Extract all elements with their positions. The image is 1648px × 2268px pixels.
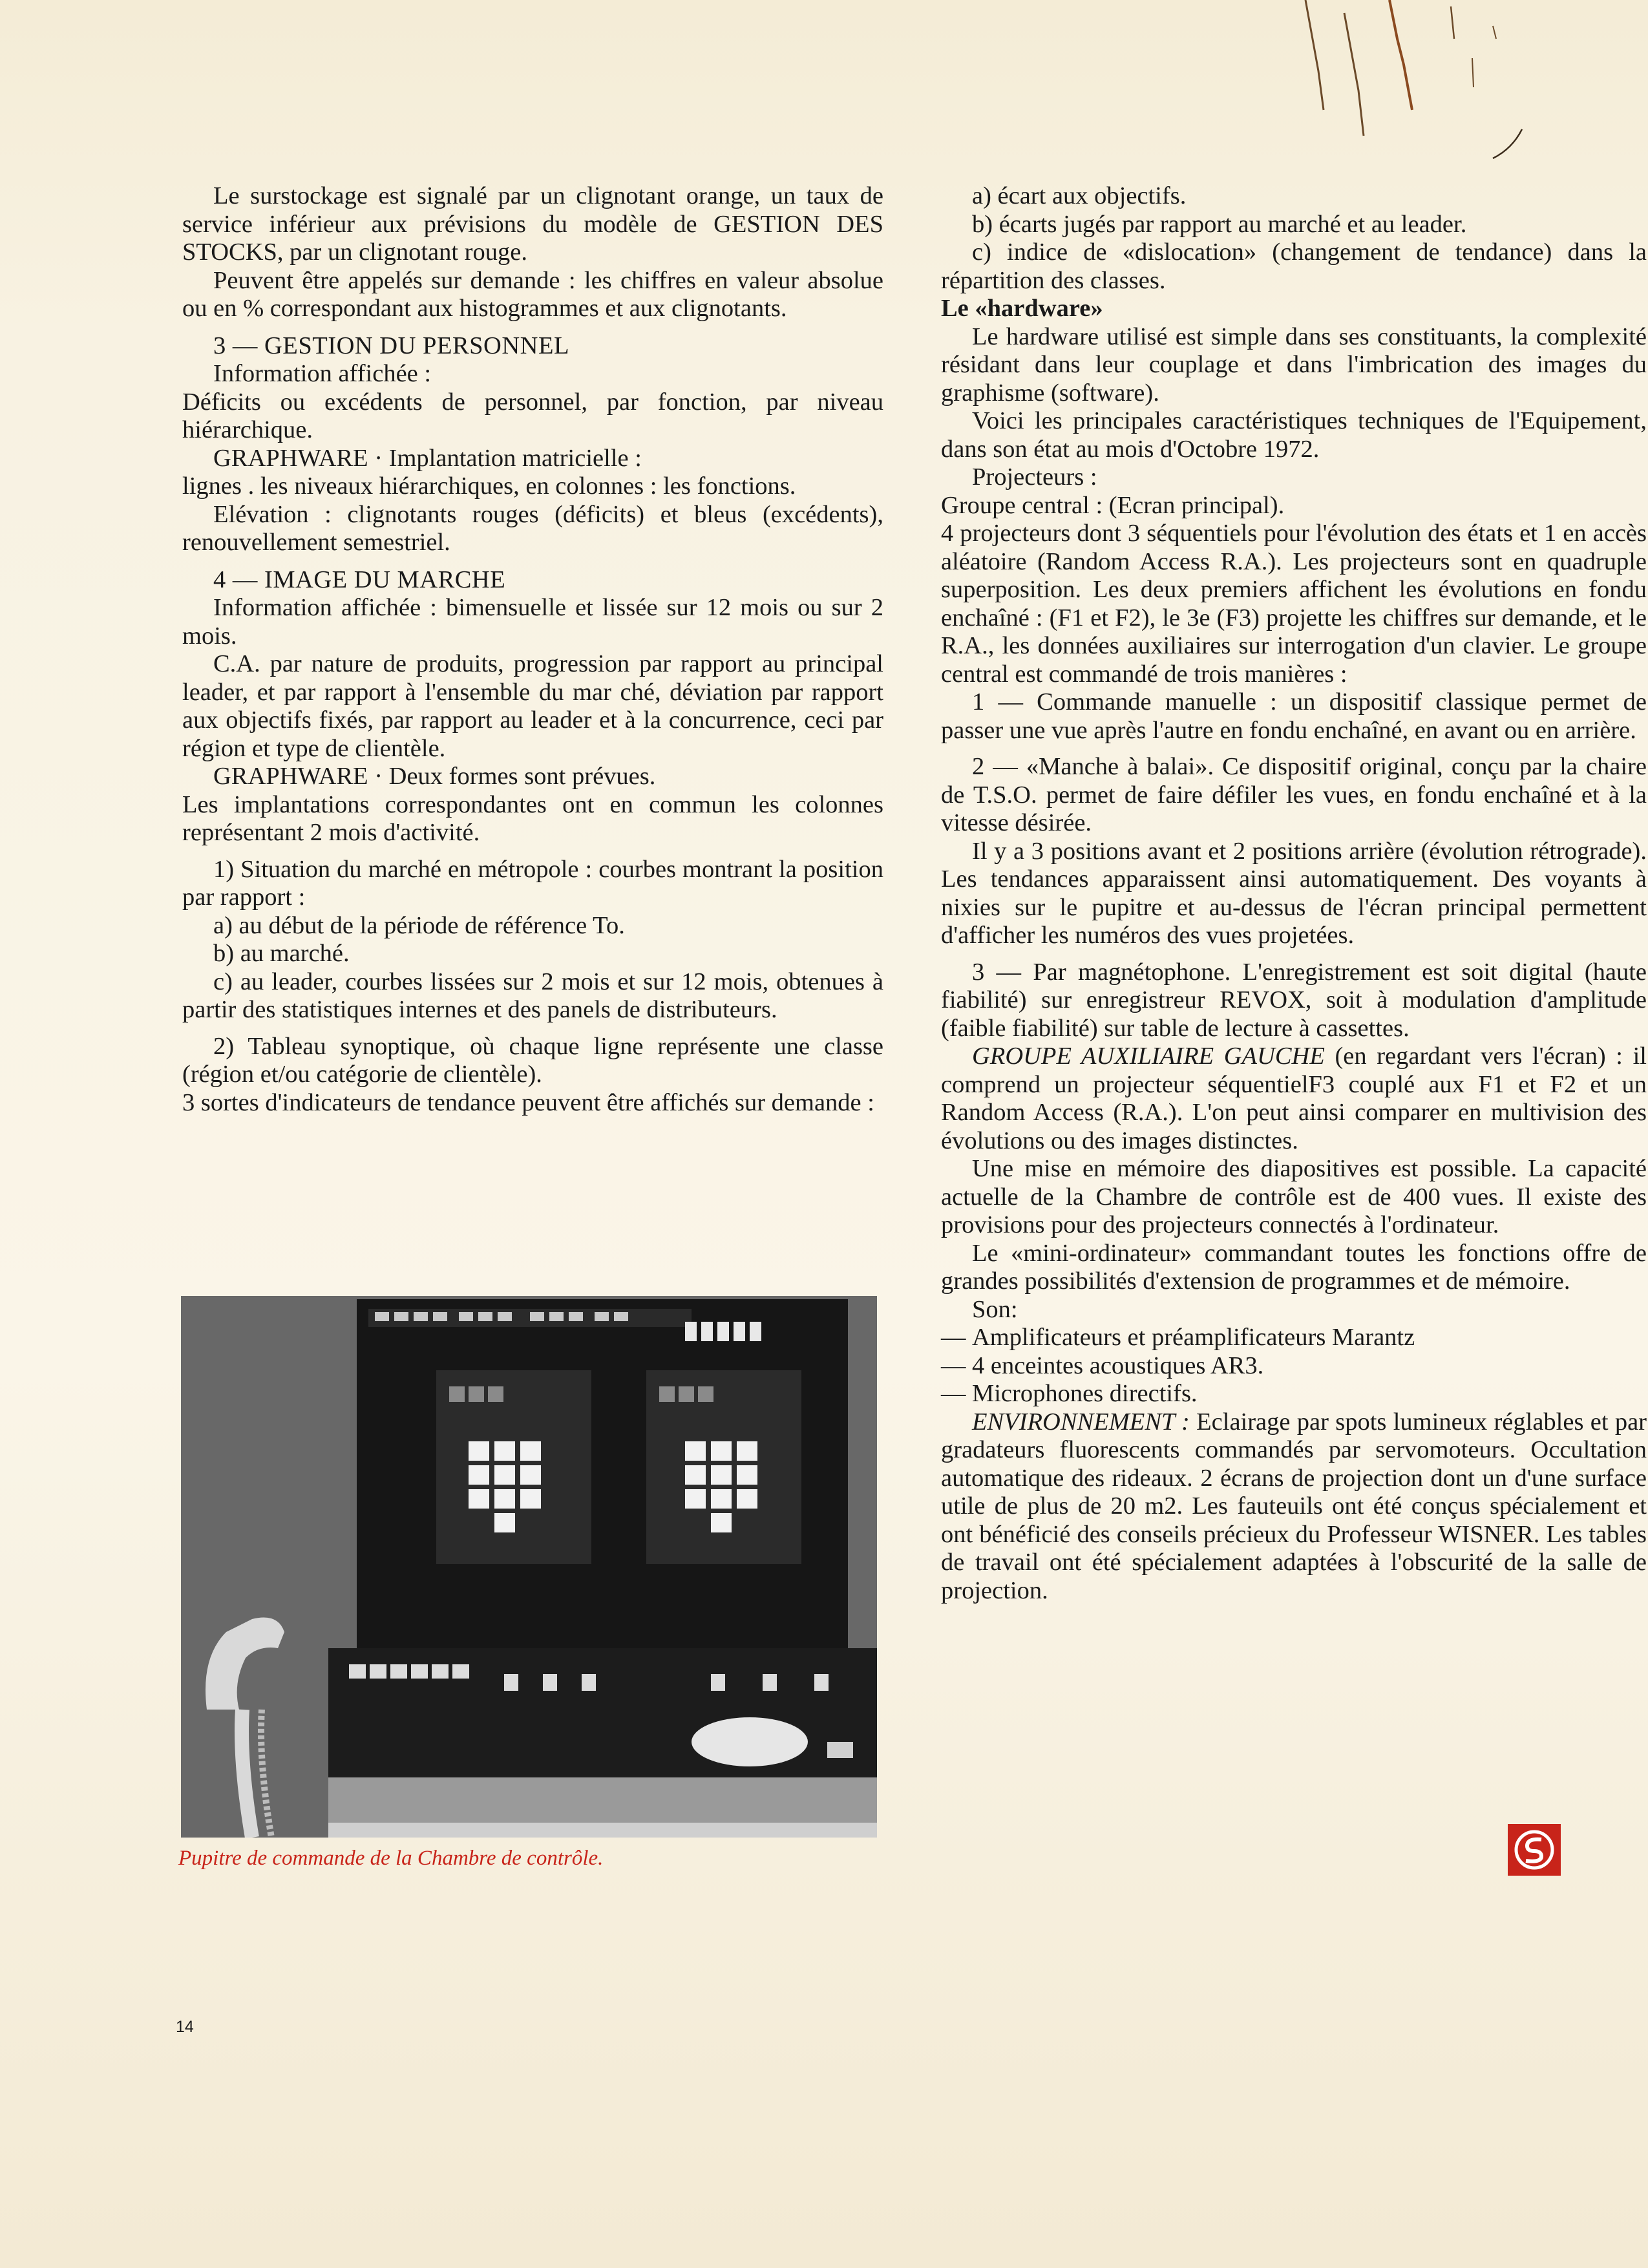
- environnement: [941, 1408, 1647, 1606]
- hardware-intro: Le hardware utilisé est simple dans ses constituants, la complexité résidant dans leur couplage et dans l'imbrication des images du graphisme (software).: [941, 323, 1647, 407]
- section-3-elevation: Elévation : clignotants rouges (déficits) et bleus (excédents), renouvellement semestriel.: [182, 500, 883, 556]
- groupe-auxiliaire-title: GROUPE AUXILIAIRE GAUCHE: [972, 1043, 1325, 1070]
- commande-magnetophone: 3 — Par magnétophone. L'enregistrement est soit digital (haute fiabilité) sur enregistreur REVOX, soit à modulation d'amplitude (faible fiabilité) sur table de lecture à cassettes.: [941, 958, 1647, 1042]
- section-3-info-label: Information affichée :: [213, 360, 432, 387]
- section-4-title: 4 — IMAGE DU MARCHE: [213, 566, 506, 593]
- paper-stain-marks: [1299, 0, 1545, 187]
- intro-paragraph-1: Le surstockage est signalé par un clignotant orange, un taux de service inférieur aux prévisions du modèle de GESTION DES STOCKS, par un clignotant rouge.: [182, 182, 883, 266]
- son-label: Son:: [972, 1295, 1018, 1323]
- hardware-title: Le «hardware»: [941, 295, 1103, 322]
- section-3-info-text: Déficits ou excédents de personnel, par fonction, par niveau hiérarchique.: [182, 388, 883, 443]
- commande-manuelle: 1 — Commande manuelle : un dispositif classique permet de passer une vue après l'autre en fondu enchaîné, en avant ou en arrière.: [941, 688, 1647, 744]
- section-4-graphware: GRAPHWARE · Deux formes sont prévues.: [213, 763, 656, 790]
- situation-intro: 1) Situation du marché en métropole : courbes montrant la position par rapport :: [182, 855, 883, 911]
- son-item-1: — Amplificateurs et préamplificateurs Marantz: [941, 1324, 1415, 1351]
- indicator-c: c) indice de «dislocation» (changement de tendance) dans la répartition des classes.: [941, 238, 1647, 294]
- situation-a: a) au début de la période de référence To.: [213, 911, 625, 939]
- publisher-logo-icon: [1508, 1824, 1561, 1876]
- memoire-diapositives: Une mise en mémoire des diapositives est possible. La capacité actuelle de la Chambre de contrôle est de 400 vues. Il existe des provisions pour des projecteurs connectés à l'ordinateur.: [941, 1155, 1647, 1238]
- manche-a-balai: 2 — «Manche à balai». Ce dispositif original, conçu par la chaire de T.S.O. permet de faire défiler les vues, en fondu enchaîné et à la vitesse désirée.: [941, 753, 1647, 836]
- photo-caption: Pupitre de commande de la Chambre de contrôle.: [178, 1847, 604, 1870]
- groupe-central: Groupe central : (Ecran principal).: [941, 491, 1285, 519]
- projecteurs-label: Projecteurs :: [972, 463, 1097, 491]
- section-3-lignes: lignes . les niveaux hiérarchiques, en colonnes : les fonctions.: [182, 472, 796, 500]
- tableau-synoptique: 2) Tableau synoptique, où chaque ligne représente une classe (région et/ou catégorie de clientèle).: [182, 1032, 883, 1088]
- groupe-auxiliaire-text: (en regardant vers l'écran) : il comprend un projecteur séquentielF3 couplé aux F1 et F2 et un Random Access (R.A.). L'on peut ainsi comparer en multivision des évolutions ou des images distinctes.: [941, 1043, 1647, 1154]
- positions-avant-arriere: Il y a 3 positions avant et 2 positions arrière (évolution rétrograde). Les tendances apparaissent ainsi automatiquement. Des voyants à nixies sur le pupitre et au-dessus de l'écran principal permettent d'afficher les numéros des vues projetées.: [941, 837, 1647, 949]
- son-item-3: — Microphones directifs.: [941, 1380, 1198, 1407]
- mini-ordinateur: Le «mini-ordinateur» commandant toutes les fonctions offre de grandes possibilités d'extension de programmes et de mémoire.: [941, 1239, 1647, 1295]
- intro-paragraph-2: Peuvent être appelés sur demande : les chiffres en valeur absolue ou en % correspondant aux histogrammes et aux clignotants.: [182, 266, 883, 322]
- control-desk-photo: [181, 1296, 877, 1838]
- son-item-2: — 4 enceintes acoustiques AR3.: [941, 1351, 1264, 1379]
- indicateurs-intro: 3 sortes d'indicateurs de tendance peuvent être affichés sur demande :: [182, 1088, 874, 1116]
- environnement-title: ENVIRONNEMENT :: [972, 1408, 1190, 1436]
- section-4-implantations: Les implantations correspondantes ont en commun les colonnes représentant 2 mois d'activité.: [182, 790, 883, 846]
- section-3-title: 3 — GESTION DU PERSONNEL: [213, 332, 569, 359]
- indicator-b: b) écarts jugés par rapport au marché et au leader.: [972, 210, 1467, 238]
- situation-c: c) au leader, courbes lissées sur 2 mois et sur 12 mois, obtenues à partir des statistiques internes et des panels de distributeurs.: [182, 968, 883, 1023]
- groupe-auxiliaire: [941, 1043, 1647, 1155]
- section-4-info: Information affichée : bimensuelle et lissée sur 12 mois ou sur 2 mois.: [182, 594, 883, 650]
- right-column: [941, 182, 1647, 1605]
- left-column: [182, 182, 883, 1117]
- section-4-ca: C.A. par nature de produits, progression par rapport au principal leader, et par rapport à l'ensemble du mar ché, déviation par rapport aux objectifs fixés, par rapport au leader et à la concurrence, ceci par région et type de clientèle.: [182, 650, 883, 762]
- section-3-graphware: GRAPHWARE · Implantation matricielle :: [213, 444, 642, 472]
- indicator-a: a) écart aux objectifs.: [972, 182, 1187, 209]
- control-desk-illustration: [181, 1296, 877, 1838]
- situation-b: b) au marché.: [213, 940, 350, 967]
- environnement-text: Eclairage par spots lumineux réglables et par gradateurs fluorescents commandés par servomoteurs. Occultation automatique des rideaux. 2 écrans de projection dont un d'une surface utile de plus de 20 m2. Les fauteuils ont été conçus spécialement et ont bénéficié des conseils précieux du Professeur WISNER. Les tables de travail ont été spécialement adaptées à l'obscurité de la salle de projection.: [941, 1408, 1647, 1604]
- page-number: 14: [176, 2018, 194, 2036]
- hardware-caracteristiques: Voici les principales caractéristiques techniques de l'Equipement, dans son état au mois d'Octobre 1972.: [941, 407, 1647, 463]
- projecteurs-description: 4 projecteurs dont 3 séquentiels pour l'évolution des états et 1 en accès aléatoire (Random Access R.A.). Les projecteurs sont en quadruple superposition. Les deux premiers affichent les évolutions en fondu enchaîné : (F1 et F2), le 3e (F3) projette les chiffres sur demande, et le R.A., les données auxiliaires sur interrogation d'un clavier. Le groupe central est commandé de trois manières :: [941, 520, 1647, 688]
